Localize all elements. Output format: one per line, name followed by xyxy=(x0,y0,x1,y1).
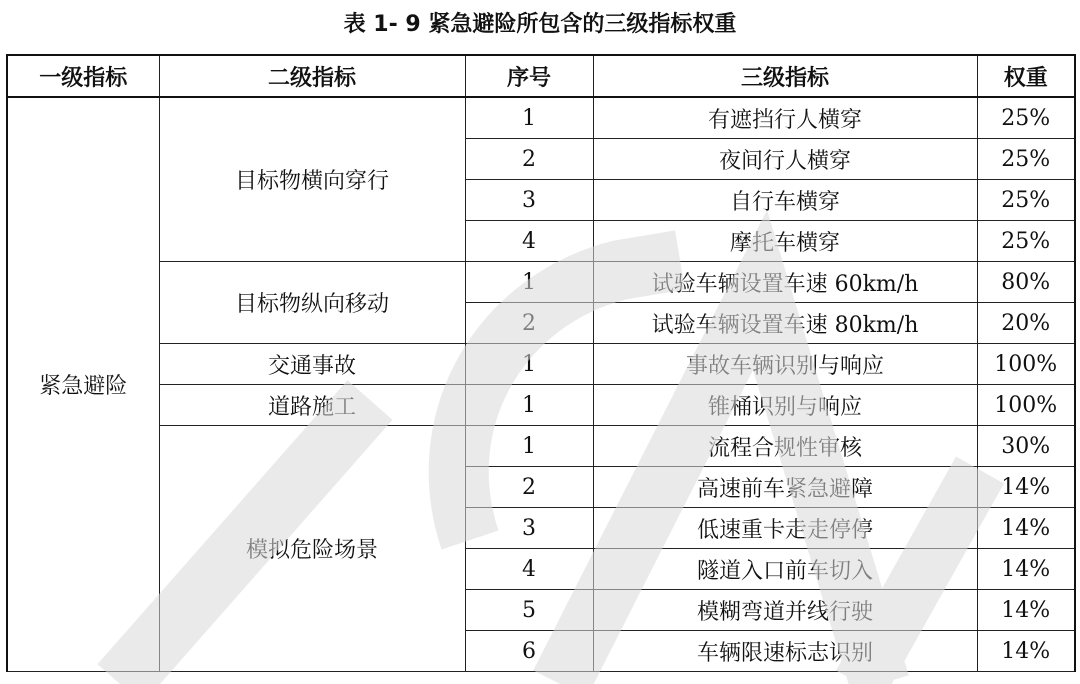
number-cell: 5 xyxy=(465,590,593,631)
number-cell: 4 xyxy=(465,549,593,590)
weights-table xyxy=(6,54,1076,672)
weight-cell: 80% xyxy=(977,262,1075,303)
weight-cell: 14% xyxy=(977,467,1075,508)
header-level3: 三级指标 xyxy=(593,55,977,97)
table-row xyxy=(7,262,1075,303)
number-cell: 4 xyxy=(465,221,593,262)
table-row xyxy=(7,385,1075,426)
table-body xyxy=(7,97,1075,672)
number-cell: 6 xyxy=(465,631,593,672)
weight-cell: 30% xyxy=(977,426,1075,467)
level3-cell: 摩托车横穿 xyxy=(593,221,977,262)
header-level2: 二级指标 xyxy=(159,55,465,97)
header-number: 序号 xyxy=(465,55,593,97)
level3-cell: 流程合规性审核 xyxy=(593,426,977,467)
weight-cell: 20% xyxy=(977,303,1075,344)
level3-cell: 有遮挡行人横穿 xyxy=(593,97,977,139)
weight-cell: 14% xyxy=(977,590,1075,631)
number-cell: 2 xyxy=(465,467,593,508)
level3-cell: 夜间行人横穿 xyxy=(593,139,977,180)
level3-cell: 高速前车紧急避障 xyxy=(593,467,977,508)
level3-cell: 试验车辆设置车速 80km/h xyxy=(593,303,977,344)
header-weight: 权重 xyxy=(977,55,1075,97)
level3-cell: 试验车辆设置车速 60km/h xyxy=(593,262,977,303)
level3-cell: 低速重卡走走停停 xyxy=(593,508,977,549)
weight-cell: 14% xyxy=(977,508,1075,549)
weight-cell: 25% xyxy=(977,139,1075,180)
number-cell: 2 xyxy=(465,303,593,344)
weight-cell: 14% xyxy=(977,631,1075,672)
table-row xyxy=(7,97,1075,139)
weight-cell: 25% xyxy=(977,97,1075,139)
level3-cell: 车辆限速标志识别 xyxy=(593,631,977,672)
number-cell: 1 xyxy=(465,385,593,426)
table-caption: 表 1- 9 紧急避险所包含的三级指标权重 xyxy=(343,12,737,37)
number-cell: 1 xyxy=(465,97,593,139)
header-level1: 一级指标 xyxy=(7,55,159,97)
number-cell: 1 xyxy=(465,426,593,467)
number-cell: 2 xyxy=(465,139,593,180)
weight-cell: 25% xyxy=(977,221,1075,262)
table-header-row xyxy=(7,55,1075,97)
table-row xyxy=(7,344,1075,385)
level3-cell: 自行车横穿 xyxy=(593,180,977,221)
level3-cell: 锥桶识别与响应 xyxy=(593,385,977,426)
level2-cell: 道路施工 xyxy=(159,385,465,426)
level2-cell: 交通事故 xyxy=(159,344,465,385)
level2-cell: 目标物横向穿行 xyxy=(159,97,465,262)
level2-cell: 目标物纵向移动 xyxy=(159,262,465,344)
table-row xyxy=(7,426,1075,467)
weight-cell: 100% xyxy=(977,344,1075,385)
number-cell: 3 xyxy=(465,508,593,549)
weight-cell: 14% xyxy=(977,549,1075,590)
level1-cell: 紧急避险 xyxy=(7,97,159,672)
level3-cell: 隧道入口前车切入 xyxy=(593,549,977,590)
level3-cell: 模糊弯道并线行驶 xyxy=(593,590,977,631)
weight-cell: 25% xyxy=(977,180,1075,221)
number-cell: 1 xyxy=(465,262,593,303)
level2-cell: 模拟危险场景 xyxy=(159,426,465,672)
number-cell: 1 xyxy=(465,344,593,385)
level3-cell: 事故车辆识别与响应 xyxy=(593,344,977,385)
weight-cell: 100% xyxy=(977,385,1075,426)
number-cell: 3 xyxy=(465,180,593,221)
